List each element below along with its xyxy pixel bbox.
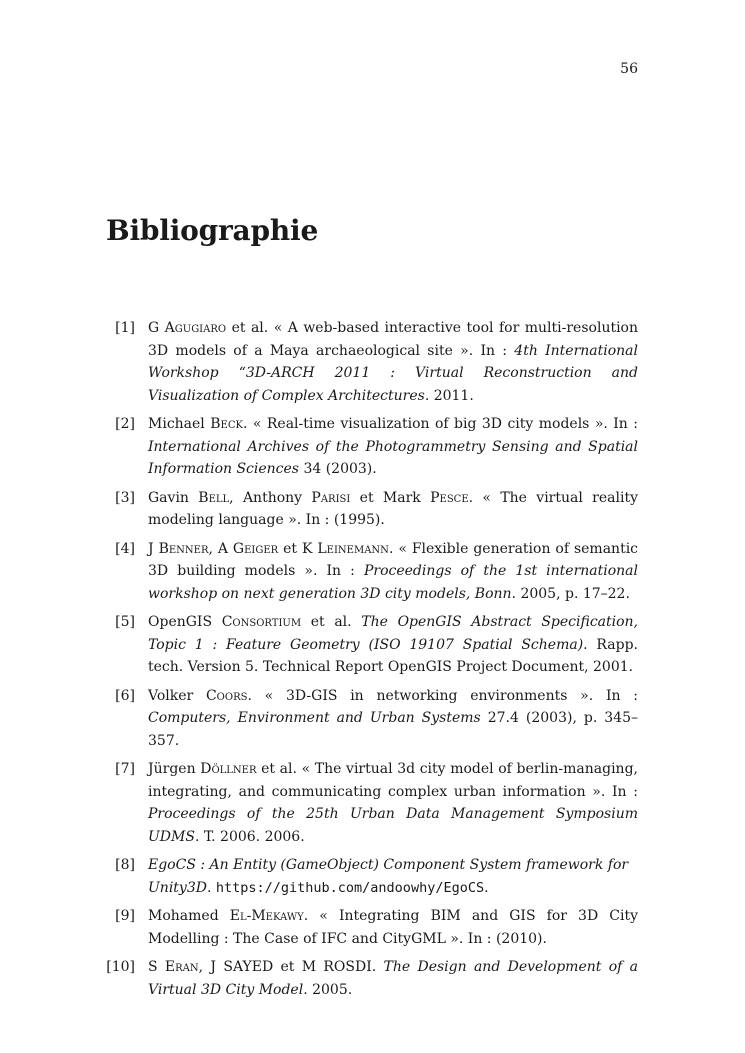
reference-text-segment: . — [484, 879, 489, 896]
publication-title: International Archives of the Photogrammetry Sensing and Spatial Information Sciences — [148, 438, 638, 477]
bibliography-list — [96, 317, 638, 1007]
bibliography-entry — [96, 758, 638, 848]
reference-text-segment: OpenGIS — [148, 614, 222, 630]
reference-number: [6] — [115, 687, 135, 704]
author-surname: Leinemann — [317, 540, 389, 557]
reference-text — [148, 541, 638, 602]
author-surname: Consortium — [221, 614, 302, 630]
reference-text-segment: . Rapp. tech. Version 5. Technical Report OpenGIS Project Document, 2001. — [148, 636, 639, 675]
bibliography-entry — [96, 538, 638, 606]
author-surname: Döllner — [200, 761, 257, 777]
reference-text-segment: Volker — [148, 687, 206, 704]
reference-text-segment: , A — [208, 540, 233, 557]
author-surname: Beck — [210, 416, 243, 432]
reference-text-segment: . « Flexible generation of semantic 3D building models ». In : — [148, 540, 639, 579]
reference-text-segment: et al. « A web-based interactive tool for multi-resolution 3D models of a Maya archaeological site ». In : — [148, 320, 639, 359]
bibliography-entry — [96, 611, 638, 679]
reference-text — [148, 761, 638, 845]
reference-text — [148, 320, 638, 404]
publication-title: EgoCS : An Entity (GameObject) Component System framework for Unity3D — [148, 857, 629, 896]
reference-text-segment: . 2005, p. 17–22. — [511, 585, 630, 602]
reference-text-segment: S — [148, 959, 165, 975]
reference-number: [7] — [115, 761, 135, 777]
author-surname: Bell — [198, 489, 230, 506]
author-surname: Eran — [164, 959, 199, 975]
author-surname: Pesce — [430, 489, 469, 506]
bibliography-entry — [96, 413, 638, 481]
author-surname: El-Mekawy — [229, 908, 304, 924]
reference-text-segment: et al. « The virtual 3d city model of berlin-managing, integrating, and communicating complex urban information ». In : — [148, 761, 638, 800]
publication-title: 4th International Workshop “3D-ARCH 2011 : Virtual Reconstruction and Visualization of Complex Architectures — [148, 342, 638, 404]
publication-title: The Design and Development of a Virtual 3D City Model — [148, 959, 638, 998]
bibliography-entry — [96, 685, 638, 753]
reference-text-segment: Jürgen — [148, 761, 201, 777]
reference-text-segment: Gavin — [148, 489, 199, 506]
reference-text — [148, 490, 638, 529]
reference-text-segment: J — [148, 540, 159, 557]
reference-text-segment: Michael — [148, 416, 211, 432]
reference-number: [1] — [115, 320, 135, 336]
reference-number: [2] — [115, 416, 135, 432]
reference-text-segment: , J SAYED et M ROSDI. — [198, 959, 384, 975]
reference-number: [4] — [115, 540, 135, 557]
reference-text-segment: 34 (2003). — [299, 461, 377, 477]
reference-text — [148, 614, 638, 675]
reference-text-segment: . T. 2006. 2006. — [194, 828, 305, 845]
reference-text-segment: , Anthony — [229, 489, 312, 506]
reference-text-segment: . « Real-time visualization of big 3D city models ». In : — [242, 416, 638, 432]
reference-text-segment: et Mark — [350, 489, 431, 506]
reference-text — [148, 959, 638, 998]
reference-url: https://github.com/andoowhy/EgoCS — [215, 879, 485, 896]
reference-text — [148, 688, 638, 749]
bibliography-entry — [96, 317, 638, 407]
reference-text-segment: 27.4 (2003), p. 345–357. — [148, 710, 638, 749]
reference-number: [9] — [115, 908, 135, 924]
reference-number: [8] — [115, 857, 135, 873]
bibliography-entry — [96, 956, 638, 1001]
publication-title: The OpenGIS Abstract Specification, Topic 1 : Feature Geometry (ISO 19107 Spatial Schema) — [148, 614, 639, 653]
reference-text-segment: . 2005. — [303, 981, 353, 998]
reference-text-segment: . — [206, 879, 216, 896]
publication-title: Computers, Environment and Urban Systems — [148, 710, 481, 726]
bibliography-entry — [96, 487, 638, 532]
reference-text — [148, 416, 638, 477]
author-surname: Parisi — [311, 489, 351, 506]
reference-text — [148, 908, 638, 947]
reference-number: [3] — [115, 489, 135, 506]
reference-text — [148, 857, 628, 896]
reference-text-segment: . 2011. — [424, 387, 474, 404]
reference-number: [5] — [115, 614, 135, 630]
reference-number: [10] — [106, 959, 135, 975]
reference-text-segment: et al. — [301, 614, 362, 630]
publication-title: Proceedings of the 25th Urban Data Management Symposium UDMS — [148, 806, 638, 845]
bibliography-entry — [96, 905, 638, 950]
author-surname: Agugiaro — [164, 320, 227, 336]
page-number: 56 — [620, 61, 638, 77]
reference-text-segment: G — [148, 320, 165, 336]
author-surname: Benner — [158, 540, 209, 557]
reference-text-segment: et K — [278, 540, 318, 557]
author-surname: Geiger — [232, 540, 279, 557]
reference-text-segment: . « The virtual reality modeling language ». In : (1995). — [148, 489, 638, 528]
author-surname: Coors — [205, 687, 248, 704]
reference-text-segment: Mohamed — [148, 908, 230, 924]
bibliography-entry — [96, 854, 638, 899]
reference-text-segment: . « 3D-GIS in networking environments ». In : — [247, 687, 638, 704]
publication-title: Proceedings of the 1st international workshop on next generation 3D city models, Bonn — [148, 563, 639, 602]
reference-text-segment: . « Integrating BIM and GIS for 3D City Modelling : The Case of IFC and CityGML ». In : (2010). — [148, 908, 638, 947]
chapter-title: Bibliographie — [106, 214, 319, 247]
